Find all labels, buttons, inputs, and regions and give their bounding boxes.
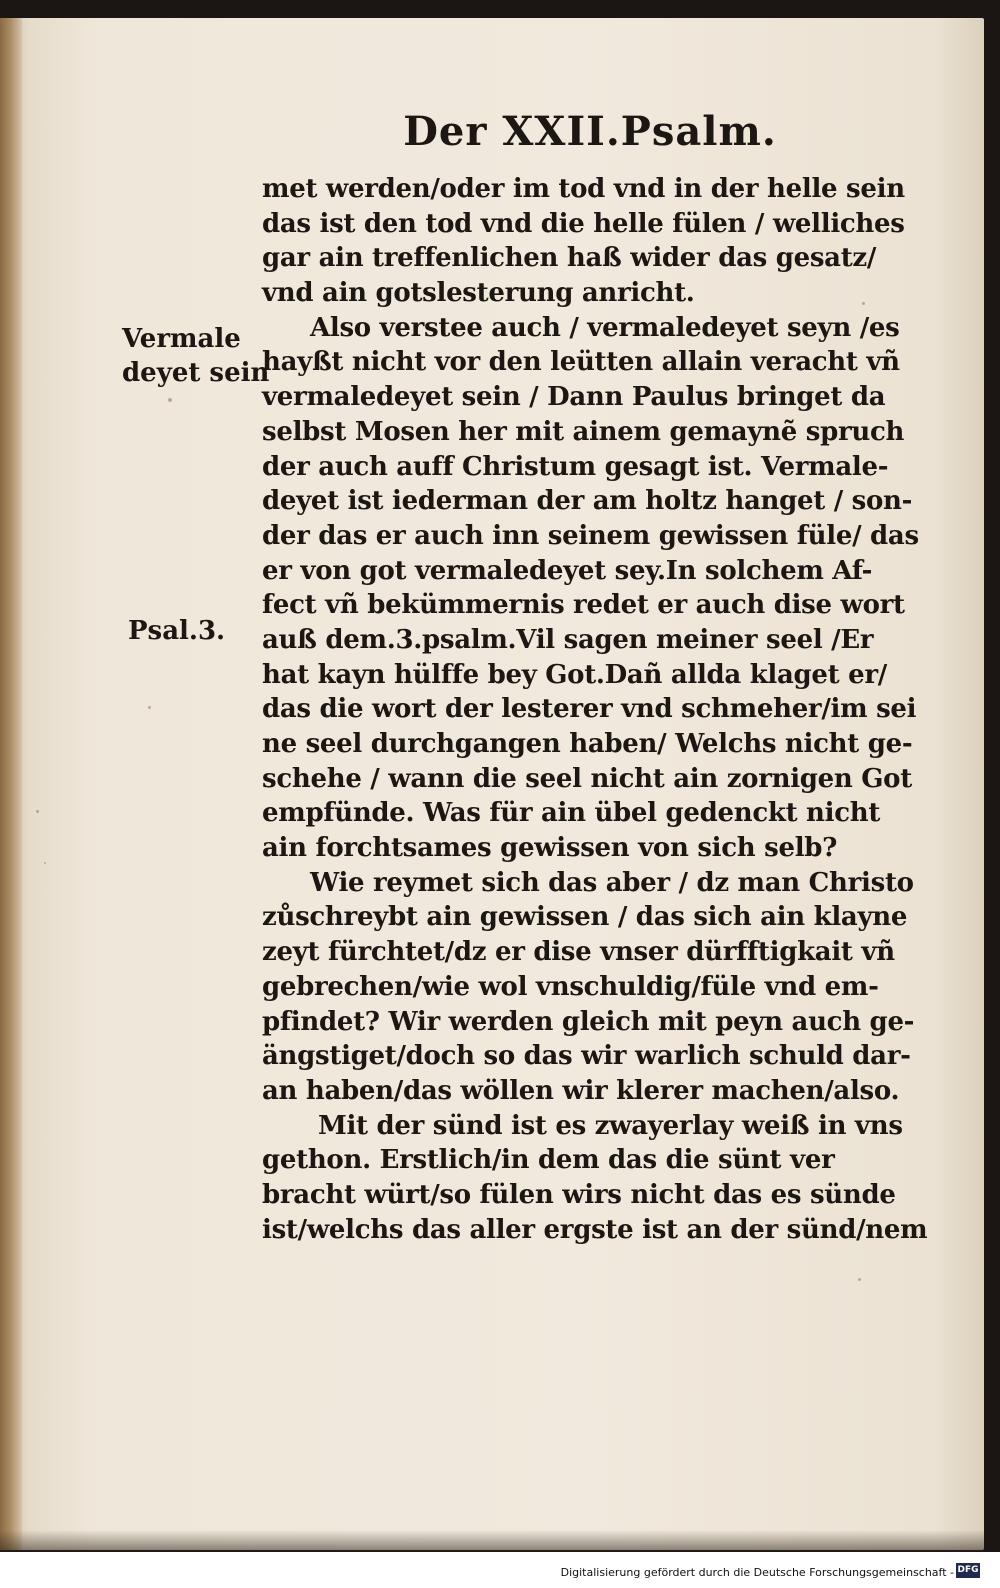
ink-speck — [36, 810, 39, 813]
text-line: ist/welchs das aller ergste ist an der sünd/nem — [262, 1214, 928, 1245]
text-line: hat kayn hülffe bey Got.Dañ allda klaget er/ — [262, 659, 887, 690]
text-line: fect vñ bekümmernis redet er auch dise wort — [262, 590, 905, 621]
text-line: vnd ain gotslesterung anricht. — [262, 278, 695, 309]
ink-speck — [148, 706, 151, 709]
funding-credit: Digitalisierung gefördert durch die Deutsche Forschungsgemeinschaft - — [560, 1566, 954, 1579]
text-line: ängstiget/doch so das wir warlich schuld dar- — [262, 1041, 911, 1072]
text-line: met werden/oder im tod vnd in der helle sein — [262, 174, 905, 204]
page-bottom-shadow — [0, 1530, 984, 1552]
text-line: gar ain treffenlichen haß wider das gesatz/ — [262, 243, 877, 274]
text-line: auß dem.3.psalm.Vil sagen meiner seel /Er — [262, 624, 874, 655]
text-line: zůschreybt ain gewissen / das sich ain klayne — [262, 902, 908, 933]
text-line: an haben/das wöllen wir klerer machen/also. — [262, 1075, 900, 1106]
text-line: das ist den tod vnd die helle fülen / welliches — [262, 208, 905, 239]
text-line: gethon. Erstlich/in dem das die sünt ver — [262, 1145, 835, 1176]
text-line: Wie reymet sich das aber / dz man Christo — [310, 867, 914, 898]
text-line: ne seel durchgangen haben/ Welchs nicht ge- — [262, 729, 913, 759]
text-line: vermaledeyet sein / Dann Paulus bringet da — [262, 382, 886, 413]
margin-note-line: Vermale — [122, 324, 241, 354]
page-title: Der XXII.Psalm. — [403, 108, 777, 155]
text-line: hayßt nicht vor den leütten allain veracht vñ — [262, 347, 900, 378]
margin-note-line: Psal.3. — [128, 616, 226, 646]
ink-speck — [858, 1278, 861, 1281]
text-line: selbst Mosen her mit ainem gemaynẽ spruch — [262, 416, 905, 447]
ink-speck — [168, 398, 172, 402]
page-binding-edge — [0, 18, 22, 1550]
running-header — [0, 108, 1000, 166]
text-line: deyet ist iederman der am holtz hanget / son- — [262, 486, 913, 517]
text-line: pfindet? Wir werden gleich mit peyn auch ge- — [262, 1006, 915, 1037]
text-line: der das er auch inn seinem gewissen füle/ das — [262, 520, 919, 551]
margin-note-line: deyet sein — [122, 358, 270, 388]
body-text — [262, 172, 952, 1247]
text-line: bracht würt/so fülen wirs nicht das es sünde — [262, 1179, 896, 1210]
margin-note-psalm-reference — [128, 614, 225, 648]
text-line: der auch auff Christum gesagt ist. Vermale- — [262, 451, 889, 482]
text-line: Mit der sünd ist es zwayerlay weiß in vns — [318, 1110, 903, 1141]
text-line: gebrechen/wie wol vnschuldig/füle vnd em- — [262, 971, 879, 1002]
dfg-logo-icon: DFG — [956, 1563, 980, 1578]
text-line: empfünde. Was für ain übel gedenckt nicht — [262, 798, 881, 829]
ink-speck — [44, 862, 46, 864]
text-line: ain forchtsames gewissen von sich selb? — [262, 833, 838, 864]
digitization-footer — [0, 1552, 1000, 1588]
text-line: er von got vermaledeyet sey.In solchem Af- — [262, 555, 873, 586]
text-line: schehe / wann die seel nicht ain zornigen Got — [262, 763, 912, 794]
margin-note-vermaledeyet — [122, 322, 269, 390]
text-line: zeyt fürchtet/dz er dise vnser dürfftigkait vñ — [262, 937, 895, 968]
text-line: Also verstee auch / vermaledeyet seyn /es — [310, 312, 900, 343]
text-line: das die wort der lesterer vnd schmeher/im sei — [262, 694, 917, 725]
